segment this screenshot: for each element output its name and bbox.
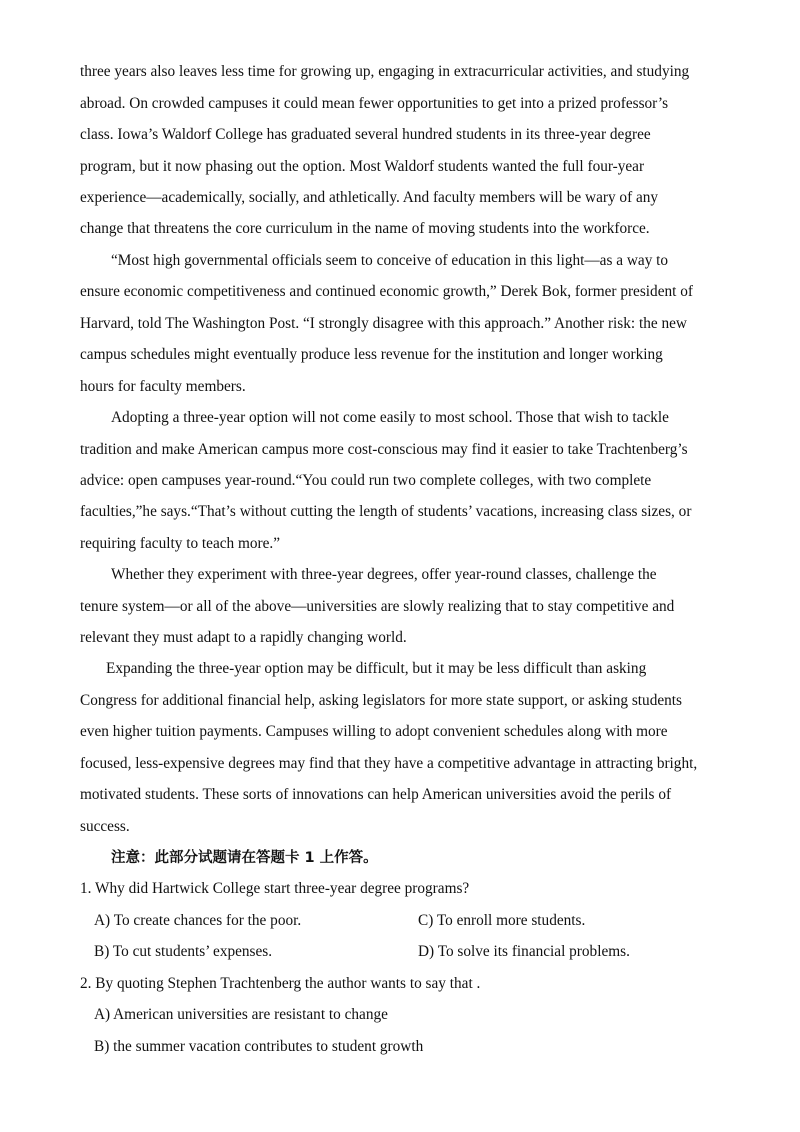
text-line: even higher tuition payments. Campuses willing to adopt convenient schedules along with more bbox=[80, 723, 668, 740]
question-stem: 1. Why did Hartwick College start three-year degree programs? bbox=[80, 880, 470, 897]
text-line: success. bbox=[80, 818, 130, 835]
text-line: hours for faculty members. bbox=[80, 378, 246, 395]
text-line: Expanding the three-year option may be difficult, but it may be less difficult than asking bbox=[106, 660, 647, 677]
question-stem: 2. By quoting Stephen Trachtenberg the author wants to say that . bbox=[80, 975, 481, 992]
option-a: A) To create chances for the poor. bbox=[94, 912, 302, 929]
text-line: advice: open campuses year-round.“You could run two complete colleges, with two complete bbox=[80, 472, 652, 489]
option-d: D) To solve its financial problems. bbox=[418, 943, 630, 960]
option-b: B) To cut students’ expenses. bbox=[94, 943, 273, 960]
text-line: relevant they must adapt to a rapidly changing world. bbox=[80, 629, 407, 646]
text-line: Adopting a three-year option will not come easily to most school. Those that wish to tackle bbox=[111, 409, 669, 426]
answer-sheet-note: 注意：此部分试题请在答题卡 1 上作答。 bbox=[111, 850, 378, 866]
text-line: class. Iowa’s Waldorf College has graduated several hundred students in its three-year degree bbox=[80, 126, 651, 143]
text-line: three years also leaves less time for growing up, engaging in extracurricular activities, and studying bbox=[80, 63, 690, 80]
text-line: Whether they experiment with three-year degrees, offer year-round classes, challenge the bbox=[111, 566, 657, 583]
text-line: campus schedules might eventually produce less revenue for the institution and longer working bbox=[80, 346, 663, 363]
text-line: Harvard, told The Washington Post. “I strongly disagree with this approach.” Another risk: the new bbox=[80, 315, 687, 332]
text-line: abroad. On crowded campuses it could mean fewer opportunities to get into a prized professor’s bbox=[80, 95, 669, 112]
option-a: A) American universities are resistant to change bbox=[94, 1006, 388, 1023]
text-line: program, but it now phasing out the option. Most Waldorf students wanted the full four-year bbox=[80, 158, 645, 175]
text-line: focused, less-expensive degrees may find that they have a competitive advantage in attracting bright, bbox=[80, 755, 698, 772]
option-c: C) To enroll more students. bbox=[418, 912, 586, 929]
text-line: ensure economic competitiveness and continued economic growth,” Derek Bok, former president of bbox=[80, 283, 693, 300]
text-line: Congress for additional financial help, asking legislators for more state support, or asking students bbox=[80, 692, 682, 709]
option-b: B) the summer vacation contributes to student growth bbox=[94, 1038, 424, 1055]
text-line: requiring faculty to teach more.” bbox=[80, 535, 281, 552]
text-line: “Most high governmental officials seem to conceive of education in this light—as a way to bbox=[111, 252, 669, 269]
text-line: experience—academically, socially, and athletically. And faculty members will be wary of any bbox=[80, 189, 659, 206]
text-line: change that threatens the core curriculum in the name of moving students into the workforce. bbox=[80, 220, 650, 237]
text-line: motivated students. These sorts of innovations can help American universities avoid the perils of bbox=[80, 786, 672, 803]
text-line: tenure system—or all of the above—universities are slowly realizing that to stay competitive and bbox=[80, 598, 675, 615]
text-line: tradition and make American campus more cost-conscious may find it easier to take Trachtenberg’s bbox=[80, 441, 688, 458]
text-line: faculties,”he says.“That’s without cutting the length of students’ vacations, increasing class sizes, or bbox=[80, 503, 692, 520]
